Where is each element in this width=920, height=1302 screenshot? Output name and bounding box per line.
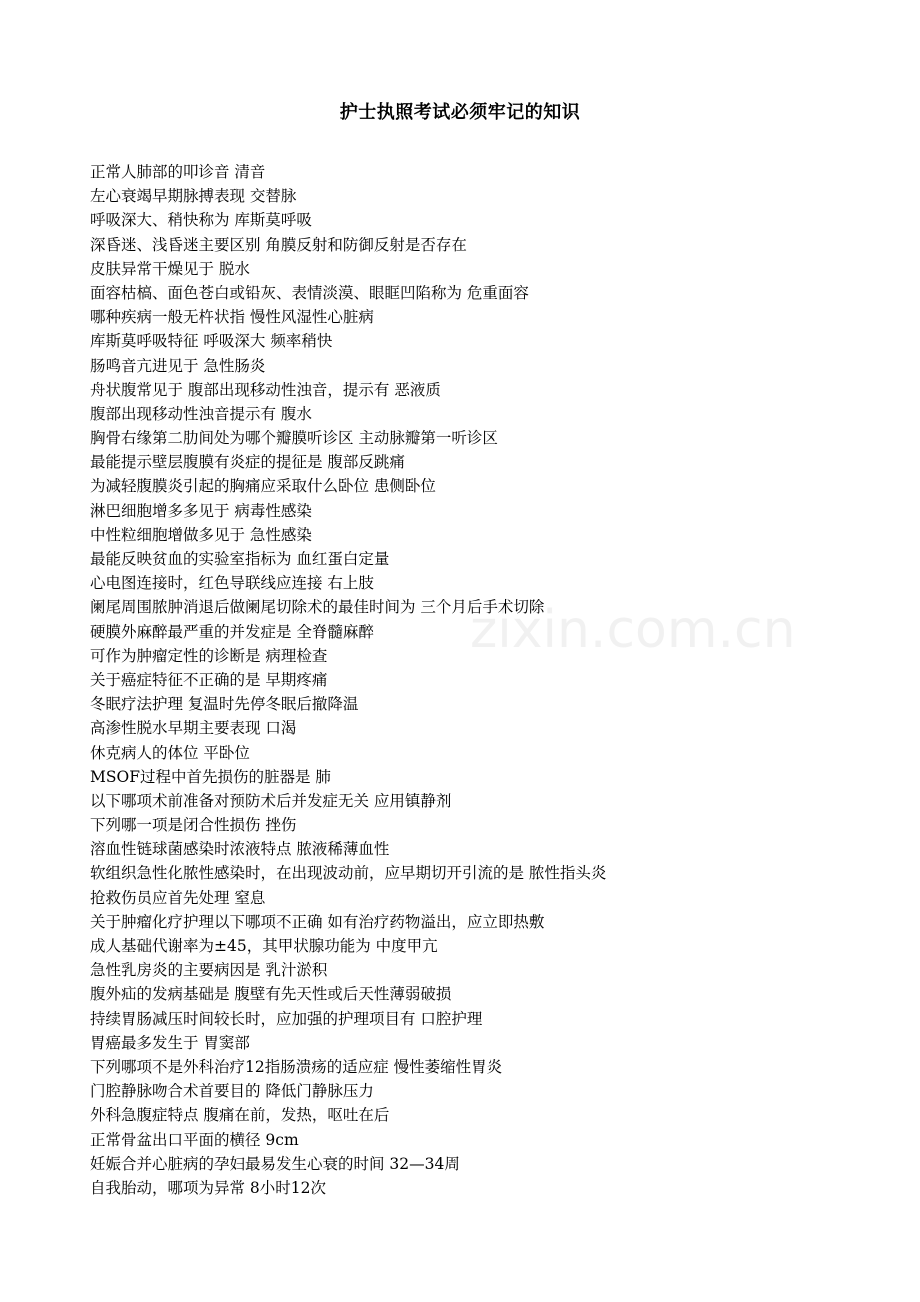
text-line: 硬膜外麻醉最严重的并发症是 全脊髓麻醉 (90, 622, 374, 641)
text-line: 胸骨右缘第二肋间处为哪个瓣膜听诊区 主动脉瓣第一听诊区 (90, 429, 498, 448)
text-line: 妊娠合并心脏病的孕妇最易发生心衰的时间 32—34周 (90, 1154, 460, 1173)
text-line: 最能反映贫血的实验室指标为 血红蛋白定量 (90, 550, 390, 568)
text-line: 腹外疝的发病基础是 腹壁有先天性或后天性薄弱破损 (90, 985, 452, 1004)
text-line: 正常人肺部的叩诊音 清音 (90, 163, 266, 181)
text-line: 以下哪项术前准备对预防术后并发症无关 应用镇静剂 (90, 791, 452, 810)
text-line: 最能提示壁层腹膜有炎症的提征是 腹部反跳痛 (90, 453, 405, 472)
text-line: 呼吸深大、稍快称为 库斯莫呼吸 (90, 211, 312, 230)
text-line: 休克病人的体位 平卧位 (90, 743, 250, 762)
text-line: 急性乳房炎的主要病因是 乳汁淤积 (90, 961, 328, 980)
text-line: 深昏迷、浅昏迷主要区别 角膜反射和防御反射是否存在 (90, 235, 467, 254)
document-body (90, 160, 890, 1200)
text-line: 舟状腹常见于 腹部出现移动性浊音，提示有 恶液质 (90, 380, 441, 399)
text-line: 下列哪一项是闭合性损伤 挫伤 (90, 816, 297, 835)
text-line: 面容枯槁、面色苍白或铅灰、表情淡漠、眼眶凹陷称为 危重面容 (90, 283, 529, 302)
text-line: 高渗性脱水早期主要表现 口渴 (90, 719, 297, 738)
text-line: 冬眠疗法护理 复温时先停冬眠后撤降温 (90, 695, 359, 714)
text-line: MSOF过程中首先损伤的脏器是 肺 (90, 767, 331, 786)
text-line: 外科急腹症特点 腹痛在前，发热，呕吐在后 (90, 1106, 390, 1125)
text-line: 下列哪项不是外科治疗12指肠溃疡的适应症 慢性萎缩性胃炎 (90, 1057, 503, 1076)
text-line: 关于肿瘤化疗护理以下哪项不正确 如有治疗药物溢出，应立即热敷 (90, 912, 545, 931)
text-line: 抢救伤员应首先处理 窒息 (90, 888, 266, 907)
text-line: 成人基础代谢率为±45，其甲状腺功能为 中度甲亢 (90, 937, 438, 955)
watermark: zixin.com.cn (470, 600, 796, 660)
text-line: 腹部出现移动性浊音提示有 腹水 (90, 404, 312, 423)
text-line: 可作为肿瘤定性的诊断是 病理检查 (90, 646, 328, 665)
text-line: 库斯莫呼吸特征 呼吸深大 频率稍快 (90, 332, 333, 351)
text-line: 胃癌最多发生于 胃窦部 (90, 1033, 250, 1052)
page-title: 护士执照考试必须牢记的知识 (339, 102, 581, 123)
text-line: 正常骨盆出口平面的横径 9cm (90, 1130, 299, 1149)
text-line: 溶血性链球菌感染时浓液特点 脓液稀薄血性 (90, 840, 390, 859)
text-line: 持续胃肠减压时间较长时，应加强的护理项目有 口腔护理 (90, 1009, 483, 1028)
text-line: 中性粒细胞增做多见于 急性感染 (90, 525, 312, 544)
text-line: 门腔静脉吻合术首要目的 降低门静脉压力 (90, 1082, 374, 1101)
text-line: 为减轻腹膜炎引起的胸痛应采取什么卧位 患侧卧位 (90, 477, 436, 496)
text-line: 淋巴细胞增多多见于 病毒性感染 (90, 501, 312, 520)
text-line: 哪种疾病一般无杵状指 慢性风湿性心脏病 (90, 308, 374, 327)
text-line: 自我胎动，哪项为异常 8小时12次 (90, 1178, 327, 1197)
text-line: 关于癌症特征不正确的是 早期疼痛 (90, 670, 328, 689)
text-line: 左心衰竭早期脉搏表现 交替脉 (90, 187, 297, 206)
text-line: 软组织急性化脓性感染时，在出现波动前，应早期切开引流的是 脓性指头炎 (90, 864, 607, 883)
text-line: 肠鸣音亢进见于 急性肠炎 (90, 356, 266, 375)
text-line: 阑尾周围脓肿消退后做阑尾切除术的最佳时间为 三个月后手术切除 (90, 598, 545, 617)
text-line: 皮肤异常干燥见于 脱水 (90, 259, 250, 278)
text-line: 心电图连接时，红色导联线应连接 右上肢 (90, 574, 374, 593)
